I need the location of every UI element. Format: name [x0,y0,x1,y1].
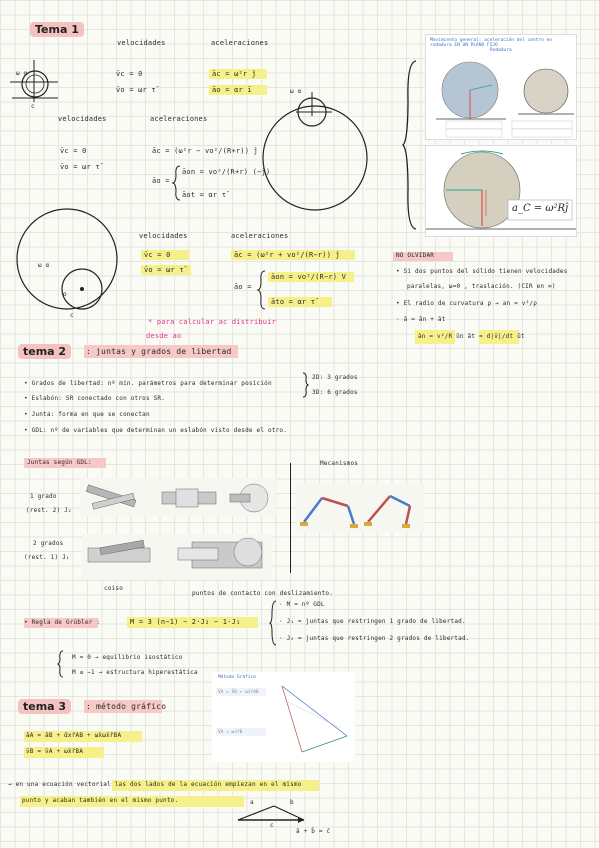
c2-v2: v̄o = ωr τ̄ [60,163,100,171]
acc-head-3: aceleraciones [231,232,289,240]
note-2: desde ao [146,332,182,340]
c2-a1: āc = (ω²r − vo²/(R+r)) ĵ [152,147,258,155]
m-brace [58,650,64,678]
gdl-2d: 2D: 3 grados [312,374,358,381]
vel-head-3: velocidades [139,232,188,240]
c2-a2: āon = vo²/(R+r) (−ĵ) [182,168,271,176]
c1-v1: v̄c = 0 [116,70,143,78]
c1-a2: āo = αr ī [212,86,252,94]
vel-head-2: velocidades [58,115,107,123]
g1-rest: (rest. 2) J₂ [26,507,72,514]
vel-head-1: velocidades [117,39,166,47]
grubler-j1: · J₁ = juntas que restringen 1 grado de libertad. [279,618,466,625]
vector-triangle [234,796,310,824]
c3-ao: āo = [234,283,252,291]
vec-a: a [250,799,254,806]
tema2-subtitle: : juntas y grados de libertad [86,347,232,356]
circle2-sketch [260,90,370,215]
c2-ao: āo = [152,177,170,185]
coiso-label: coiso [104,585,124,592]
brace-2 [173,165,181,201]
tema3-title: tema 3 [18,699,71,714]
c2-v1: v̄c = 0 [60,147,87,155]
juntas-head: Juntas según GDL: [27,459,92,466]
brace-3 [258,270,266,310]
label-wa-2: ω α [290,88,302,95]
eslabon-def: • Eslabón: SR conectado con otros SR. [24,395,166,402]
olvidar-i2: • El radio de curvatura ρ → an = v²/ρ [396,300,538,307]
olvidar-i4: ān = v²/R ūn āt = d|v̄|/dt ūt [418,333,525,340]
grubler-m: · M = nº GDL [279,601,325,608]
label-wa-1: ω α [16,70,28,77]
gdl-var-def: • GDL: nº de variables que determinan un eslabón visto desde el otro. [24,427,288,434]
olvidar-i1a: • Si dos puntos del sólido tienen velocidades [396,268,568,275]
acc-head-2: aceleraciones [150,115,208,123]
circle1-sketch [10,58,60,108]
grubler-head: • Regla de Grübler : [24,619,101,626]
olvidar-i1b: paralelas, ω=0 , traslación. (CIR en ∞) [407,283,556,290]
c1-v2: v̄o = ωr τ̄ [116,86,156,94]
tema2-title: tema 2 [18,344,71,359]
g2-rest: (rest. 1) J₁ [24,554,70,561]
big-brace [403,60,417,230]
joints-2dof-image [82,534,272,580]
note-1: * para calcular ac distribuir [148,318,277,326]
m-hyperstatic: M ≤ −1 → estructura hiperestática [72,669,198,676]
junta-def: • Junta: forma en que se conectan [24,411,150,418]
joints-1dof-image [80,478,276,516]
tema3-para2: punto y acaban también en el mismo punto. [22,797,179,804]
vec-b: b [290,799,294,806]
m-isostatic: M = 0 → equilibrio isostático [72,654,183,661]
circle3-sketch [14,207,124,317]
gdl-def: • Grados de libertad: nº mín. parámetros para determinar posición [24,380,272,387]
gdl-3d: 3D: 6 grados [312,389,358,396]
graphic-method-image: Método Gráfico [212,672,355,762]
c3-v2: v̄o = ωr τ̄ [144,266,184,274]
tema3-subtitle: : método gráfico [86,702,167,711]
acc-head-1: aceleraciones [211,39,269,47]
c1-a1: āc = ω²r ĵ [212,70,257,78]
tema3-eq1: āA = āB + ᾱxr̄AB + ω̄xω̄xr̄BA [26,732,122,739]
tema1-title: Tema 1 [30,22,84,37]
grubler-eq: M = 3 (n−1) − 2·J₂ − 1·J₁ [130,618,241,626]
reference-image-rolling: Movimiento general: aceleración del centro en rodadura EN UN PLANO FIJO Rodadura [425,34,577,140]
mecanismos-head: Mecanismos [320,460,359,467]
gdl-brace [302,372,308,398]
contacto-label: puntos de contacto con deslizamiento. [192,590,334,597]
reference-image-acceleration: a_C = ω²Rĵ [425,145,577,237]
grubler-brace [270,600,277,646]
tema3-eq2: v̄B = v̄A + ω̄xr̄BA [26,748,84,755]
section-divider [290,463,291,573]
grubler-j2: · J₂ = juntas que restringen 2 grados de libertad. [279,635,470,642]
tema3-para1: → en una ecuación vectorial las dos lados de la ecuación empiezan en el mismo [8,781,302,788]
c2-a3: āot = αr τ̄ [182,191,227,199]
c3-a1: āc = (ω²r + vo²/(R−r)) ĵ [234,251,340,259]
label-o-3: o [63,291,67,298]
mechanisms-image [296,484,424,532]
g2-label: 2 grados [33,540,64,547]
vec-sum: ā + b̄ = c̄ [296,828,331,835]
c3-a2: āon = vo²/(R−r) V [271,273,347,281]
olvidar-head: NO OLVIDAR [396,252,435,259]
c3-a3: āto = αr τ̄ [271,298,316,306]
c3-v1: v̄c = 0 [144,251,171,259]
g1-label: 1 grado [30,493,57,500]
label-c-1: c [31,103,35,110]
label-wa-3: ω α [38,262,50,269]
olvidar-i3: · ā = ān + āt [396,316,446,323]
label-c-3: c [70,312,74,319]
vec-c: c [270,822,274,829]
